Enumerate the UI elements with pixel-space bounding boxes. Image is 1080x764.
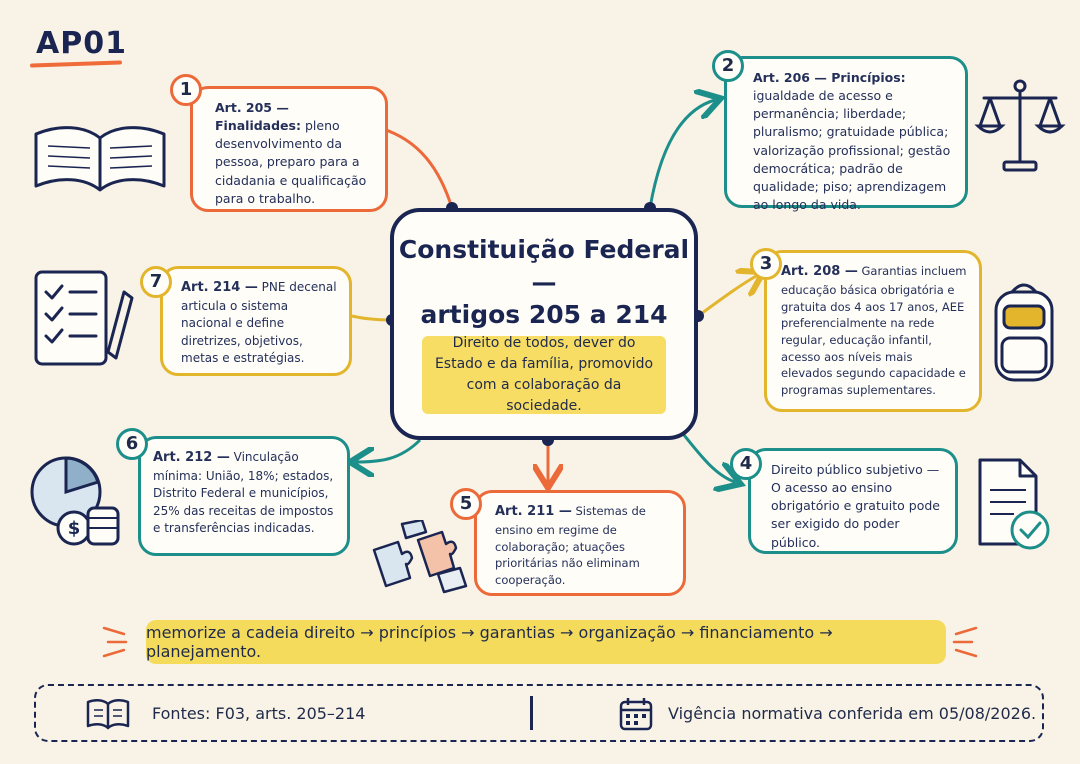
book-icon [86,698,130,730]
node-art-206: Art. 206 — Princípios: igualdade de acesso e permanência; liberdade; pluralismo; gratuidade pública; valorização profissional; gestão democrática; padrão de qualidade; piso; aprendizagem ao longo da vida. [724,56,968,208]
page-tag: AP01 [36,26,127,61]
node-number-2: 2 [712,50,744,82]
node-art-214: Art. 214 — PNE decenal articula o sistema nacional e define diretrizes, objetivos, metas e estratégias. [160,266,352,376]
memo-banner: memorize a cadeia direito → princípios → garantias → organização → financiamento → planejamento. [146,620,946,664]
central-highlight: Direito de todos, dever do Estado e da família, promovido com a colaboração da sociedade. [422,336,666,414]
scales-icon [974,76,1066,176]
link-node-6 [356,440,420,462]
node-number-1: 1 [170,74,202,106]
node-number-5: 5 [450,488,482,520]
checklist-icon [30,262,140,372]
node-number-7: 7 [140,266,172,298]
document-check-icon [974,456,1054,556]
node-number-3: 3 [750,248,782,280]
node-art-212: Art. 212 — Vinculação mínima: União, 18%; estados, Distrito Federal e municípios, 25% das receitas de impostos e transferências indicadas. [138,436,350,556]
node-number-6: 6 [116,428,148,460]
link-node-7 [352,316,390,320]
central-topic [390,208,698,440]
node-art-211: Art. 211 — Sistemas de ensino em regime de colaboração; atuações prioritárias não eliminam cooperação. [474,490,686,596]
node-number-4: 4 [730,448,762,480]
open-book-icon [30,116,170,196]
link-node-2 [650,100,715,208]
node-art-205: Art. 205 — Finalidades: pleno desenvolvimento da pessoa, preparo para a cidadania e qualificação para o trabalho. [190,86,388,212]
link-node-1 [380,128,452,208]
footer-sources: Fontes: F03, arts. 205–214 [152,704,366,723]
link-node-4 [680,430,735,482]
footer-divider [530,696,533,730]
node-direito-subjetivo: Direito público subjetivo — O acesso ao ensino obrigatório e gratuito pode ser exigido do poder público. [748,448,958,554]
backpack-icon [988,276,1060,388]
node-art-208: Art. 208 — Garantias incluem educação básica obrigatória e gratuita dos 4 aos 17 anos, AEE preferencialmente na rede regular, educação infantil, acesso aos níveis mais elevados segundo capacidade e programas suplementares. [764,250,982,412]
link-node-3 [698,275,758,316]
central-title: Constituição Federal — artigos 205 a 214 [398,235,690,329]
svg-text:$: $ [67,518,81,539]
puzzle-icon [368,520,472,596]
pie-coins-icon [26,452,126,548]
footer-validity: Vigência normativa conferida em 05/08/2026. [668,704,1037,723]
calendar-icon [618,696,654,732]
footer-panel [34,684,1044,742]
